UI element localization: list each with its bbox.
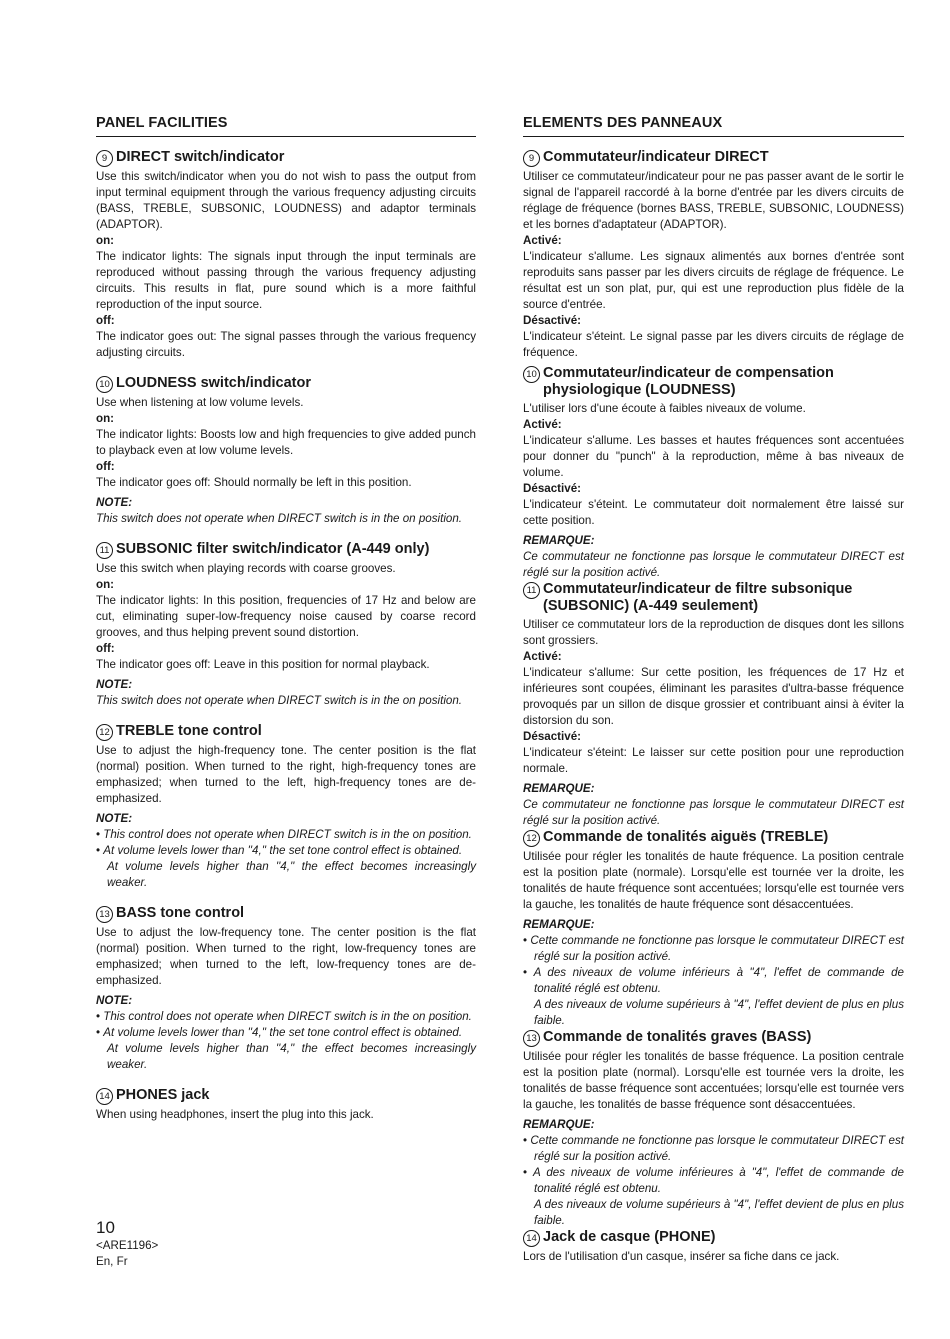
note-label: REMARQUE:: [523, 534, 595, 547]
note-continuation: A des niveaux de volume supérieurs à "4", l'effet devient de plus en plus faible.: [534, 998, 904, 1027]
intro-text: Use this switch when playing records with coarse grooves.: [96, 562, 396, 575]
on-label: on:: [96, 234, 115, 247]
item-number-badge: 10: [523, 366, 540, 383]
section-heading: [523, 581, 904, 615]
note-label: NOTE:: [96, 812, 133, 825]
note-text: Ce commutateur ne fonctionne pas lorsque le commutateur DIRECT est réglé sur la position activé.: [523, 550, 904, 579]
off-label: Désactivé:: [523, 482, 582, 495]
note-bullet: • Cette commande ne fonctionne pas lorsque le commutateur DIRECT est réglé sur la position activé.: [523, 934, 904, 963]
note-bullet: • Cette commande ne fonctionne pas lorsque le commutateur DIRECT est réglé sur la position activé.: [523, 1134, 904, 1163]
off-text: L'indicateur s'éteint: Le laisser sur cette position pour une reproduction normale.: [523, 746, 904, 775]
note-bullet: • A des niveaux de volume inférieurs à "4", l'effet de commande de tonalité réglé est obtenu.: [523, 966, 904, 995]
document-code: <ARE1196>: [96, 1239, 159, 1252]
column-title: ELEMENTS DES PANNEAUX: [523, 115, 904, 137]
section-loudness: [96, 375, 476, 527]
note-text: This switch does not operate when DIRECT switch is in the on position.: [96, 512, 463, 525]
intro-text: L'utiliser lors d'une écoute à faibles niveaux de volume.: [523, 402, 806, 415]
section-phones: [523, 1229, 904, 1265]
section-subsonic: [96, 541, 476, 709]
heading-text: Commutateur/indicateur de compensation physiologique (LOUDNESS): [543, 365, 834, 398]
on-label: on:: [96, 412, 115, 425]
heading-text: Commutateur/indicateur DIRECT: [543, 149, 769, 165]
section-heading: [96, 149, 476, 167]
on-text: The indicator lights: In this position, frequencies of 17 Hz and below are cut, eliminating super-low-frequency noise caused by coarse record grooves, and thus helping prevent sound distortion.: [96, 594, 476, 639]
section-treble: [523, 829, 904, 1029]
note-continuation: A des niveaux de volume supérieurs à "4", l'effet devient de plus en plus faible.: [534, 1198, 904, 1227]
off-text: The indicator goes off: Should normally be left in this position.: [96, 476, 412, 489]
item-number-badge: 9: [96, 150, 113, 167]
column-title: PANEL FACILITIES: [96, 115, 476, 137]
heading-text: LOUDNESS switch/indicator: [116, 375, 311, 391]
intro-text: Lors de l'utilisation d'un casque, insérer sa fiche dans ce jack.: [523, 1250, 840, 1263]
item-number-badge: 11: [96, 542, 113, 559]
intro-text: Use to adjust the low-frequency tone. The center position is the flat (normal) position. When turned to the right, low-frequency tones are emphasized; when turned to the left, low-frequency tones are de-emphasized.: [96, 926, 476, 987]
note-continuation: At volume levels higher than ''4,'' the effect becomes increasingly weaker.: [107, 1042, 476, 1071]
english-column: [96, 115, 476, 1123]
section-heading: [96, 905, 476, 923]
off-text: L'indicateur s'éteint. Le signal passe par les divers circuits de réglage de fréquence.: [523, 330, 904, 359]
intro-text: Use this switch/indicator when you do not wish to pass the output from input terminal equipment through the various frequency adjusting circuits (BASS, TREBLE, SUBSONIC, LOUDNESS) and adaptor terminals (ADAPTOR).: [96, 170, 476, 231]
heading-text: Commutateur/indicateur de filtre subsonique (SUBSONIC) (A-449 seulement): [543, 581, 853, 614]
language-codes: En, Fr: [96, 1255, 128, 1268]
on-text: The indicator lights: Boosts low and high frequencies to give added punch to playback even at low volume levels.: [96, 428, 476, 457]
item-number-badge: 12: [523, 830, 540, 847]
off-label: off:: [96, 460, 115, 473]
note-continuation: At volume levels higher than ''4,'' the effect becomes increasingly weaker.: [107, 860, 476, 889]
on-text: L'indicateur s'allume: Sur cette position, les fréquences de 17 Hz et inférieures sont coupées, éliminant les parasites d'ultra-basse fréquence provoqués par un sillon de disque grossier et contribuant ainsi à éviter la distorsion du son.: [523, 666, 904, 727]
bullet-dot-icon: •: [523, 1166, 534, 1179]
heading-text: DIRECT switch/indicator: [116, 149, 285, 165]
off-text: The indicator goes out: The signal passes through the various frequency adjusting circuits.: [96, 330, 476, 359]
heading-text: SUBSONIC filter switch/indicator (A-449 only): [116, 541, 430, 557]
item-number-badge: 14: [523, 1230, 540, 1247]
heading-text: BASS tone control: [116, 905, 245, 921]
heading-text: PHONES jack: [116, 1087, 210, 1103]
heading-text: Jack de casque (PHONE): [543, 1229, 716, 1245]
intro-text: Utiliser ce commutateur/indicateur pour ne pas passer avant de le sortir le signal de l'appareil raccordé à la borne d'entrée par les divers circuits de réglage de fréquence (bornes BASS, TREBLE, SUBSONIC, LOUDNESS) et les bornes d'adaptateur (ADAPTOR).: [523, 170, 904, 231]
item-number-badge: 14: [96, 1088, 113, 1105]
on-text: L'indicateur s'allume. Les basses et hautes fréquences sont accentuées pour donner du "punch" à la reproduction, même à bas niveaux de volume.: [523, 434, 904, 479]
note-label: REMARQUE:: [523, 782, 595, 795]
item-number-badge: 10: [96, 376, 113, 393]
intro-text: Use to adjust the high-frequency tone. The center position is the flat (normal) position. When turned to the right, high-frequency tones are emphasized; when turned to the left, high-frequency tones are de-emphasized.: [96, 744, 476, 805]
note-bullet: • At volume levels lower than ''4,'' the set tone control effect is obtained.: [96, 844, 463, 857]
bullet-dot-icon: •: [96, 828, 104, 841]
section-heading: [523, 365, 904, 399]
section-heading: [523, 1029, 904, 1047]
off-label: off:: [96, 642, 115, 655]
item-number-badge: 13: [523, 1030, 540, 1047]
item-number-badge: 12: [96, 724, 113, 741]
intro-text: Utiliser ce commutateur lors de la reproduction de disques dont les sillons sont grossiers.: [523, 618, 904, 647]
off-text: L'indicateur s'éteint. Le commutateur doit normalement être laissé sur cette position.: [523, 498, 904, 527]
item-number-badge: 11: [523, 582, 540, 599]
section-heading: [96, 723, 476, 741]
bullet-dot-icon: •: [96, 1026, 104, 1039]
bullet-dot-icon: •: [523, 934, 531, 947]
note-bullet: • At volume levels lower than ''4,'' the set tone control effect is obtained.: [96, 1026, 463, 1039]
on-label: Activé:: [523, 234, 562, 247]
note-bullet: • This control does not operate when DIRECT switch is in the on position.: [96, 1010, 472, 1023]
french-column: [523, 115, 904, 1265]
item-number-badge: 13: [96, 906, 113, 923]
item-number-badge: 9: [523, 150, 540, 167]
section-direct: [96, 149, 476, 361]
on-text: L'indicateur s'allume. Les signaux alimentés aux bornes d'entrée sont reproduits sans passer par les divers circuits de réglage de fréquence. Le résultat est un son plat, pur, qui est une reproduction plus fidèle de la source d'entrée.: [523, 250, 904, 311]
bullet-dot-icon: •: [523, 966, 534, 979]
section-bass: [523, 1029, 904, 1229]
section-heading: [96, 375, 476, 393]
heading-text: TREBLE tone control: [116, 723, 262, 739]
bullet-dot-icon: •: [96, 1010, 104, 1023]
intro-text: Utilisée pour régler les tonalités de basse fréquence. La position centrale est la position plate (normal). Lorsqu'elle est tournée vers la droite, les tonalités de basse fréquence sont accentuées; lorsqu'elle est tournée vers la gauche, les tonalités de basse fréquence sont désaccentuées.: [523, 1050, 904, 1111]
section-subsonic: [523, 581, 904, 829]
section-heading: [523, 149, 904, 167]
intro-text: When using headphones, insert the plug into this jack.: [96, 1108, 374, 1121]
on-label: Activé:: [523, 418, 562, 431]
intro-text: Use when listening at low volume levels.: [96, 396, 304, 409]
on-text: The indicator lights: The signals input through the input terminals are reproduced without passing through the various frequency adjusting circuits. This results in flat, pure sound which is a more faithful reproduction of the input source.: [96, 250, 476, 311]
bullet-dot-icon: •: [523, 1134, 531, 1147]
section-heading: [523, 829, 904, 847]
page-footer: [96, 1218, 158, 1270]
note-text: This switch does not operate when DIRECT switch is in the on position.: [96, 694, 463, 707]
note-text: Ce commutateur ne fonctionne pas lorsque le commutateur DIRECT est réglé sur la position activé.: [523, 798, 904, 827]
note-label: NOTE:: [96, 678, 133, 691]
on-label: Activé:: [523, 650, 562, 663]
off-label: off:: [96, 314, 115, 327]
bullet-dot-icon: •: [96, 844, 104, 857]
section-direct: [523, 149, 904, 361]
intro-text: Utilisée pour régler les tonalités de haute fréquence. La position centrale est la position plate (normale). Lorsqu'elle est tournée ver la droite, les tonalités de haute fréquence sont accentuées; lorsqu'elle est tournée vers la gauche, les tonalités de haute fréquence sont désaccentuées.: [523, 850, 904, 911]
off-text: The indicator goes off: Leave in this position for normal playback.: [96, 658, 430, 671]
note-label: REMARQUE:: [523, 1118, 595, 1131]
note-label: REMARQUE:: [523, 918, 595, 931]
on-label: on:: [96, 578, 115, 591]
off-label: Désactivé:: [523, 314, 582, 327]
note-label: NOTE:: [96, 496, 133, 509]
heading-text: Commande de tonalités aiguës (TREBLE): [543, 829, 829, 845]
off-label: Désactivé:: [523, 730, 582, 743]
note-label: NOTE:: [96, 994, 133, 1007]
note-bullet: • This control does not operate when DIRECT switch is in the on position.: [96, 828, 472, 841]
note-bullet: • A des niveaux de volume inférieures à "4", l'effet de commande de tonalité réglé est obtenu.: [523, 1166, 904, 1195]
section-bass: [96, 905, 476, 1073]
section-heading: [96, 541, 476, 559]
page-number: 10: [96, 1218, 115, 1237]
section-heading: [96, 1087, 476, 1105]
section-phones: [96, 1087, 476, 1123]
section-treble: [96, 723, 476, 891]
section-heading: [523, 1229, 904, 1247]
heading-text: Commande de tonalités graves (BASS): [543, 1029, 812, 1045]
section-loudness: [523, 365, 904, 581]
